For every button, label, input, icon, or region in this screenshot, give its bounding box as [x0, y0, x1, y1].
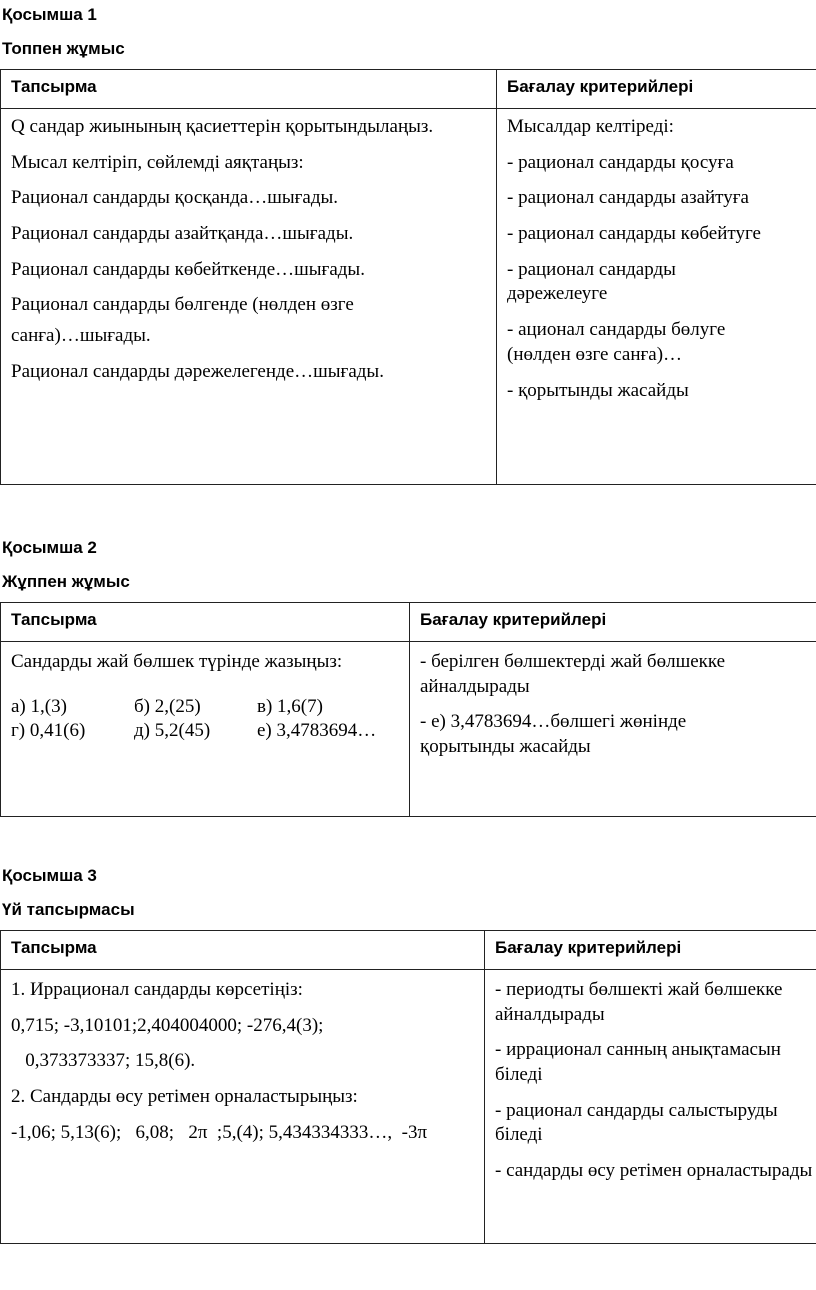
appendix-1-subtitle: Топпен жұмыс — [2, 39, 125, 58]
option-g: г) 0,41(6) — [11, 720, 86, 742]
task-line: Рационал сандарды бөлгенде (нөлден өзге — [11, 294, 354, 316]
col-task-header: Тапсырма — [1, 603, 410, 642]
criteria-item: - рационал сандарды көбейтуге — [507, 223, 761, 245]
task-line: Рационал сандарды азайтқанда…шығады. — [11, 223, 354, 245]
option-b: б) 2,(25) — [134, 695, 201, 717]
criteria-item: - рационал сандарды салыстыруды біледі — [495, 1099, 778, 1146]
col-criteria-header: Бағалау критерийлері — [485, 931, 816, 970]
criteria-item: Мысалдар келтіреді: — [507, 116, 674, 137]
appendix-2-table — [0, 602, 816, 817]
option-e: е) 3,4783694… — [257, 720, 377, 742]
option-a: а) 1,(3) — [11, 695, 67, 717]
criteria-item: - рационал сандарды дәрежелеуге — [507, 258, 676, 305]
appendix-1-table — [0, 69, 816, 485]
criteria-item: - сандарды өсу ретімен орналастырады — [495, 1160, 813, 1182]
task-line: Рационал сандарды дәрежелегенде…шығады. — [11, 360, 384, 382]
criteria-item: - ационал сандарды бөлуге (нөлден өзге санға)… — [507, 319, 726, 365]
task-cell — [1, 642, 410, 817]
criteria-cell — [497, 109, 816, 485]
task-line: Рационал сандарды қосқанда…шығады. — [11, 187, 339, 209]
appendix-1-title: Қосымша 1 — [2, 5, 97, 24]
col-task-header: Тапсырма — [1, 931, 485, 970]
appendix-2-title: Қосымша 2 — [2, 538, 97, 557]
criteria-item: - рационал сандарды азайтуға — [507, 187, 749, 209]
option-d: д) 5,2(45) — [134, 720, 211, 742]
criteria-item: - иррационал санның анықтамасын біледі — [495, 1039, 781, 1086]
criteria-item: - рационал сандарды қосуға — [507, 151, 734, 173]
criteria-item: - қорытынды жасайды — [507, 379, 689, 401]
task-line: Рационал сандарды көбейткенде…шығады. — [11, 258, 365, 280]
task-line: Q сандар жиынының қасиеттерін қорытындылаңыз. — [11, 116, 434, 137]
task-intro: Сандарды жай бөлшек түрінде жазыңыз: — [11, 651, 343, 672]
option-v: в) 1,6(7) — [257, 695, 323, 717]
criteria-cell — [485, 970, 816, 1244]
task-cell — [1, 970, 485, 1244]
task-cell — [1, 109, 497, 485]
col-criteria-header: Бағалау критерийлері — [497, 70, 816, 109]
criteria-cell — [410, 642, 816, 817]
task-line: санға)…шығады. — [11, 325, 151, 347]
options-grid — [11, 695, 409, 744]
task-line: Мысал келтіріп, сөйлемді аяқтаңыз: — [11, 151, 304, 173]
task-line: 2. Сандарды өсу ретімен орналастырыңыз: — [11, 1086, 358, 1108]
task-line: 0,373373337; 15,8(6). — [11, 1050, 196, 1072]
criteria-item: - е) 3,4783694…бөлшегі жөнінде қорытынды жасайды — [420, 711, 687, 758]
task-line: 1. Иррационал сандарды көрсетіңіз: — [11, 979, 303, 1000]
col-task-header: Тапсырма — [1, 70, 497, 109]
col-criteria-header: Бағалау критерийлері — [410, 603, 816, 642]
criteria-item: - периодты бөлшекті жай бөлшекке айналдырады — [495, 979, 783, 1025]
appendix-3-subtitle: Үй тапсырмасы — [2, 900, 135, 919]
criteria-item: - берілген бөлшектерді жай бөлшекке айналдырады — [420, 651, 726, 697]
appendix-3-title: Қосымша 3 — [2, 866, 97, 885]
task-line: -1,06; 5,13(6); 6,08; 2π ;5,(4); 5,434334333…, -3π — [11, 1121, 428, 1143]
appendix-2-subtitle: Жұппен жұмыс — [2, 572, 130, 591]
appendix-3-table — [0, 930, 816, 1244]
task-line: 0,715; -3,10101;2,404004000; -276,4(3); — [11, 1014, 324, 1036]
